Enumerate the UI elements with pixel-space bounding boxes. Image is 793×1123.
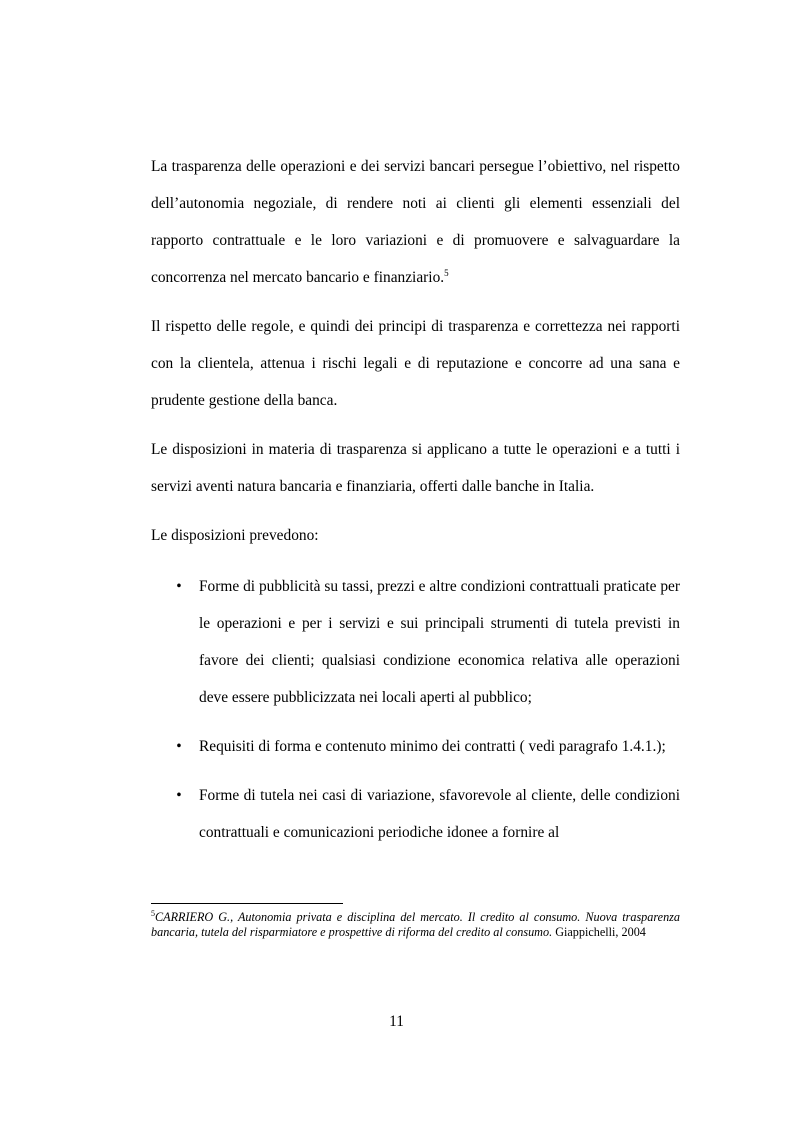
list-item-text: Forme di tutela nei casi di variazione, sfavorevole al cliente, delle condizioni contrattuali e comunicazioni periodiche idonee a fornire al [199,787,680,841]
list-item [151,728,680,765]
list-item [151,777,680,851]
paragraph-rules-compliance: Il rispetto delle regole, e quindi dei principi di trasparenza e correttezza nei rapporti con la clientela, attenua i rischi legali e di reputazione e concorre ad una sana e prudente gestione della banca. [151,318,680,409]
list-item [151,568,680,716]
list-intro: Le disposizioni prevedono: [151,527,319,544]
page-number: 11 [389,1013,404,1030]
bullet-icon: • [176,578,182,595]
footnote-publisher: Giappichelli, 2004 [555,925,646,939]
footnote-number: 5 [151,909,155,918]
bullet-icon: • [176,738,182,755]
list-item-text: Forme di pubblicità su tassi, prezzi e altre condizioni contrattuali praticate per le operazioni e per i servizi e sui principali strumenti di tutela previsti in favore dei clienti; qualsiasi condizione economica relativa alle operazioni deve essere pubblicizzata nei locali aperti al pubblico; [199,578,680,706]
paragraph-scope: Le disposizioni in materia di trasparenza si applicano a tutte le operazioni e a tutti i servizi aventi natura bancaria e finanziaria, offerti dalle banche in Italia. [151,441,680,495]
footnote [151,910,680,940]
provisions-list [151,568,680,851]
footnote-citation: CARRIERO G., Autonomia privata e disciplina del mercato. Il credito al consumo. Nuova trasparenza bancaria, tutela del risparmiatore e prospettive di riforma del credito al consumo. [151,910,680,939]
body-text [151,148,680,863]
footnote-separator [151,903,343,904]
list-item-text: Requisiti di forma e contenuto minimo dei contratti ( vedi paragrafo 1.4.1.); [199,738,666,755]
footnote-reference[interactable]: 5 [444,268,449,278]
bullet-icon: • [176,787,182,804]
paragraph-text: La trasparenza delle operazioni e dei servizi bancari persegue l’obiettivo, nel rispetto dell’autonomia negoziale, di rendere noti ai clienti gli elementi essenziali del rapporto contrattuale e le loro variazioni e di promuovere e salvaguardare la concorrenza nel mercato bancario e finanziario. [151,158,680,286]
paragraph-transparency-objective [151,148,680,296]
